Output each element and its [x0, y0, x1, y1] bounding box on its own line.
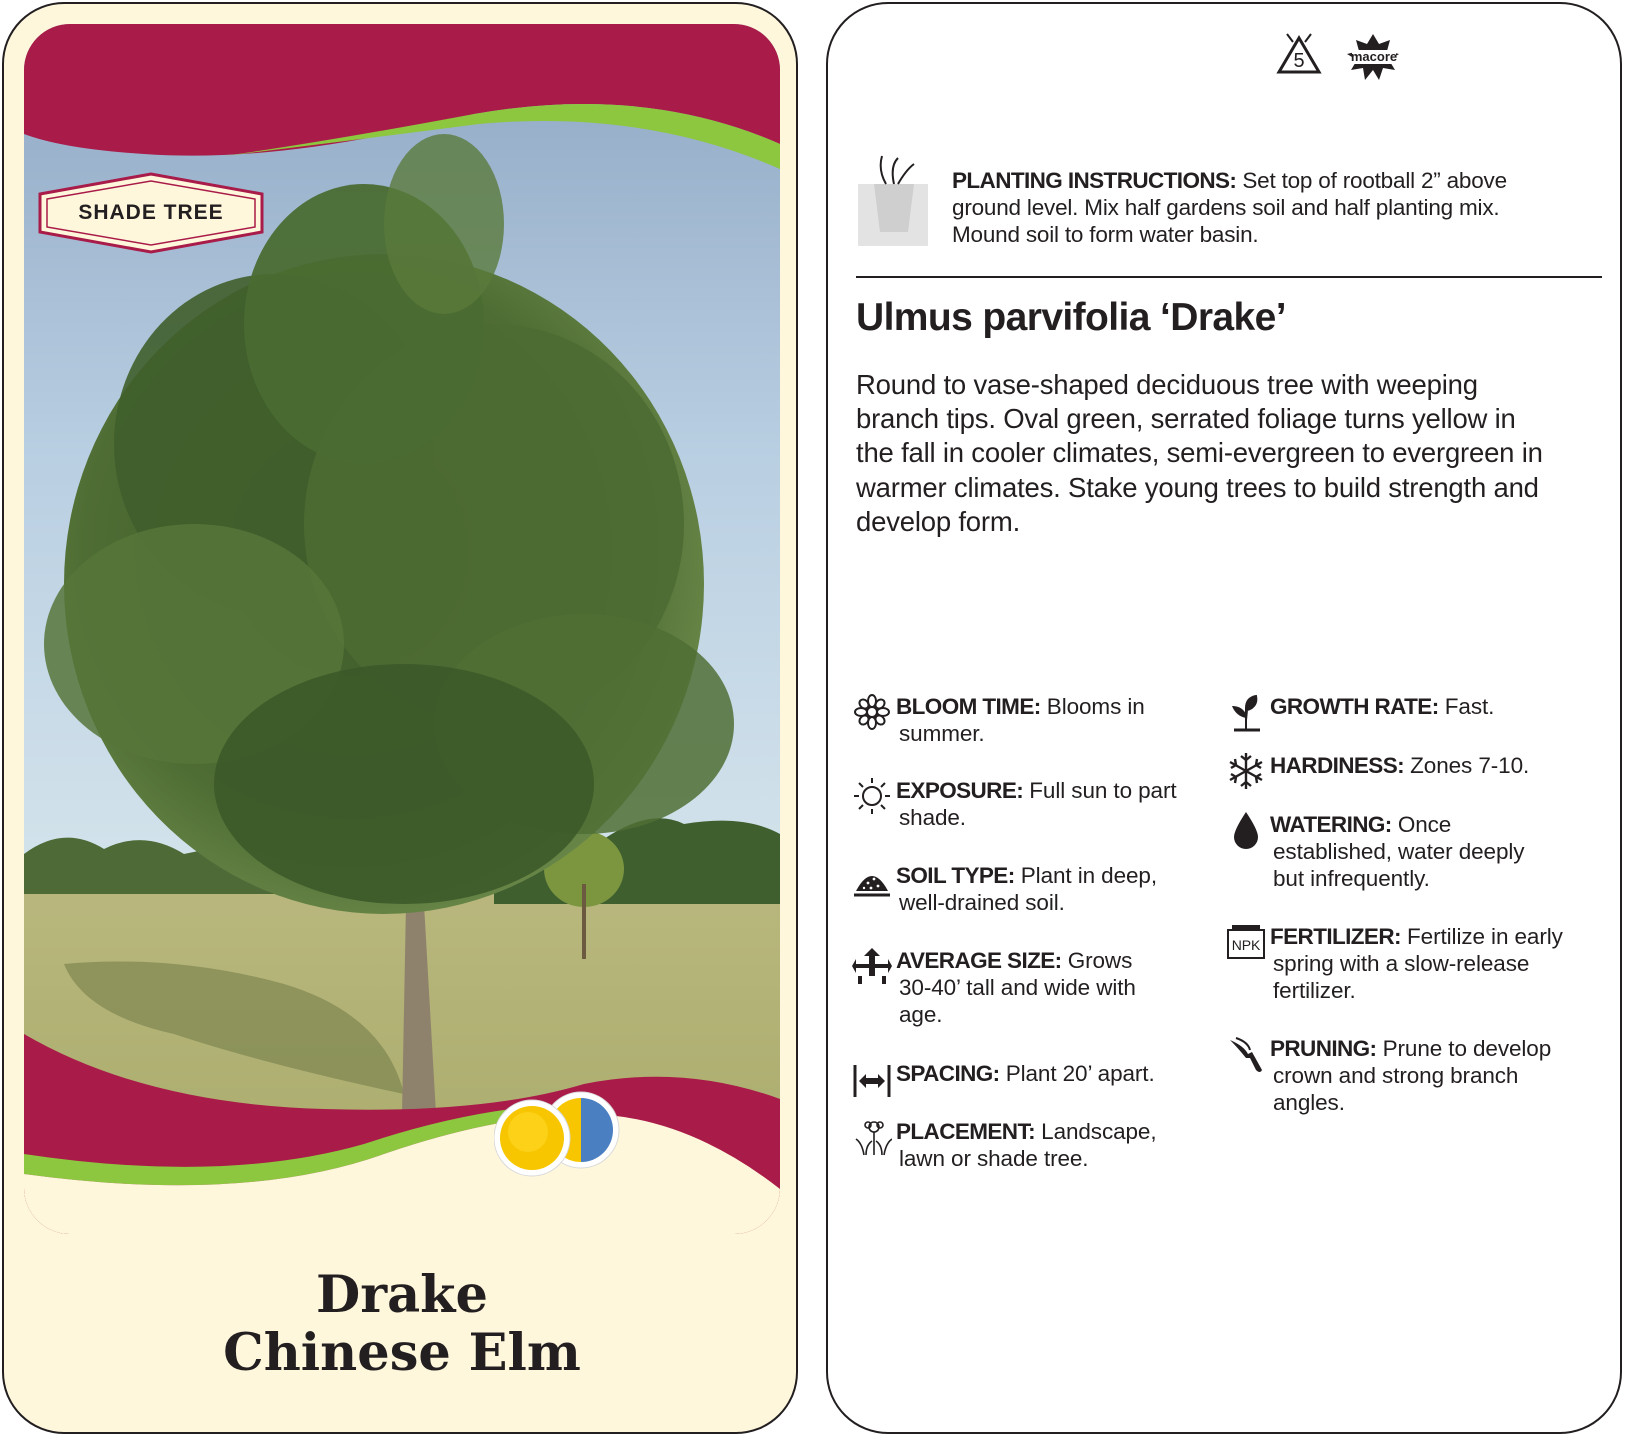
attr-spacing: [896, 1061, 1226, 1088]
attr-label: PLACEMENT:: [896, 1119, 1035, 1144]
common-name-line-1: Drake: [316, 1265, 488, 1325]
botanical-name: Ulmus parvifolia ‘Drake’: [856, 296, 1286, 339]
sprout-icon: [1226, 692, 1266, 732]
attr-label: EXPOSURE:: [896, 778, 1024, 803]
attr-value: shade.: [899, 804, 966, 830]
attr-value: crown and strong branch: [1273, 1062, 1519, 1088]
attr-value: well-drained soil.: [899, 889, 1065, 915]
category-label: SHADE TREE: [78, 201, 224, 224]
attr-value: established, water deeply: [1273, 838, 1525, 864]
attr-growth-rate: [1270, 694, 1602, 721]
front-card: [2, 2, 798, 1434]
recycle-number: 5: [1293, 50, 1305, 72]
attr-pruning: [1270, 1036, 1602, 1116]
attr-watering: [1270, 812, 1602, 892]
attr-label: WATERING:: [1270, 812, 1392, 837]
planting-label: PLANTING INSTRUCTIONS:: [952, 168, 1237, 193]
sun-exposure-icons: [494, 1086, 634, 1178]
attr-label: FERTILIZER:: [1270, 924, 1401, 949]
divider: [856, 276, 1602, 278]
attr-bloom-time: [896, 694, 1226, 748]
attr-soil-type: [896, 863, 1226, 917]
attr-value: angles.: [1273, 1089, 1345, 1115]
attr-value: but infrequently.: [1273, 865, 1430, 891]
attr-label: AVERAGE SIZE:: [896, 948, 1062, 973]
description-line: the fall in cooler climates, semi-evergreen to evergreen in: [856, 437, 1543, 469]
macore-logo-text: macore: [1350, 49, 1398, 64]
npk-label: NPK: [1231, 937, 1261, 953]
attr-value: Fast.: [1438, 694, 1495, 719]
planting-line-3: Mound soil to form water basin.: [952, 222, 1259, 247]
attr-value: fertilizer.: [1273, 977, 1356, 1003]
potted-plant-icon: [858, 152, 928, 247]
attr-value: lawn or shade tree.: [899, 1145, 1089, 1171]
attr-label: SPACING:: [896, 1061, 1000, 1086]
attr-value: Plant 20’ apart.: [999, 1061, 1155, 1086]
description-line: develop form.: [856, 505, 1021, 537]
pruners-icon: [1226, 1034, 1266, 1074]
attr-value: Landscape,: [1035, 1119, 1157, 1144]
description: [856, 368, 1606, 539]
attr-value: Prune to develop: [1376, 1036, 1552, 1061]
attr-value: Blooms in: [1040, 694, 1145, 719]
attr-value: Fertilize in early: [1400, 924, 1563, 949]
sun-outline-icon: [852, 776, 892, 816]
description-line: Round to vase-shaped deciduous tree with weeping: [856, 369, 1478, 400]
attr-value: spring with a slow-release: [1273, 950, 1530, 976]
water-drop-icon: [1226, 810, 1266, 850]
spacing-arrows-icon: [852, 1059, 892, 1099]
planting-instructions: [952, 167, 1592, 248]
soil-mound-icon: [852, 861, 892, 901]
attr-exposure: [896, 778, 1226, 832]
attr-value: Zones 7-10.: [1404, 753, 1530, 778]
attr-value: Full sun to part: [1023, 778, 1177, 803]
attr-hardiness: [1270, 753, 1602, 780]
description-line: branch tips. Oval green, serrated foliage turns yellow in: [856, 403, 1516, 435]
attr-fertilizer: [1231, 924, 1602, 1004]
attr-value: age.: [899, 1001, 943, 1027]
logo-group: [1273, 32, 1423, 92]
attr-value: Grows: [1061, 948, 1133, 973]
attr-label: GROWTH RATE:: [1270, 694, 1439, 719]
attr-label: SOIL TYPE:: [896, 863, 1015, 888]
size-arrows-icon: [852, 946, 892, 986]
flower-icon: [852, 692, 892, 732]
snowflake-icon: [1226, 751, 1266, 791]
planting-line-2: ground level. Mix half gardens soil and half planting mix.: [952, 195, 1500, 220]
planting-line-1: Set top of rootball 2” above: [1236, 168, 1507, 193]
attr-label: BLOOM TIME:: [896, 694, 1041, 719]
npk-icon: [1226, 922, 1266, 962]
placement-plants-icon: [852, 1117, 892, 1157]
attr-value: Once: [1391, 812, 1452, 837]
attr-value: Plant in deep,: [1014, 863, 1157, 888]
attr-label: HARDINESS:: [1270, 753, 1405, 778]
common-name-line-2: Chinese Elm: [223, 1323, 581, 1383]
common-name: [24, 1266, 780, 1382]
attr-average-size: [896, 948, 1226, 1028]
description-line: warmer climates. Stake young trees to build strength and: [856, 471, 1539, 503]
category-badge: [38, 172, 264, 254]
attr-label: PRUNING:: [1270, 1036, 1377, 1061]
attr-placement: [896, 1119, 1226, 1173]
back-card: [826, 2, 1622, 1434]
attr-value: summer.: [899, 720, 985, 746]
attr-value: 30-40’ tall and wide with: [899, 974, 1136, 1000]
